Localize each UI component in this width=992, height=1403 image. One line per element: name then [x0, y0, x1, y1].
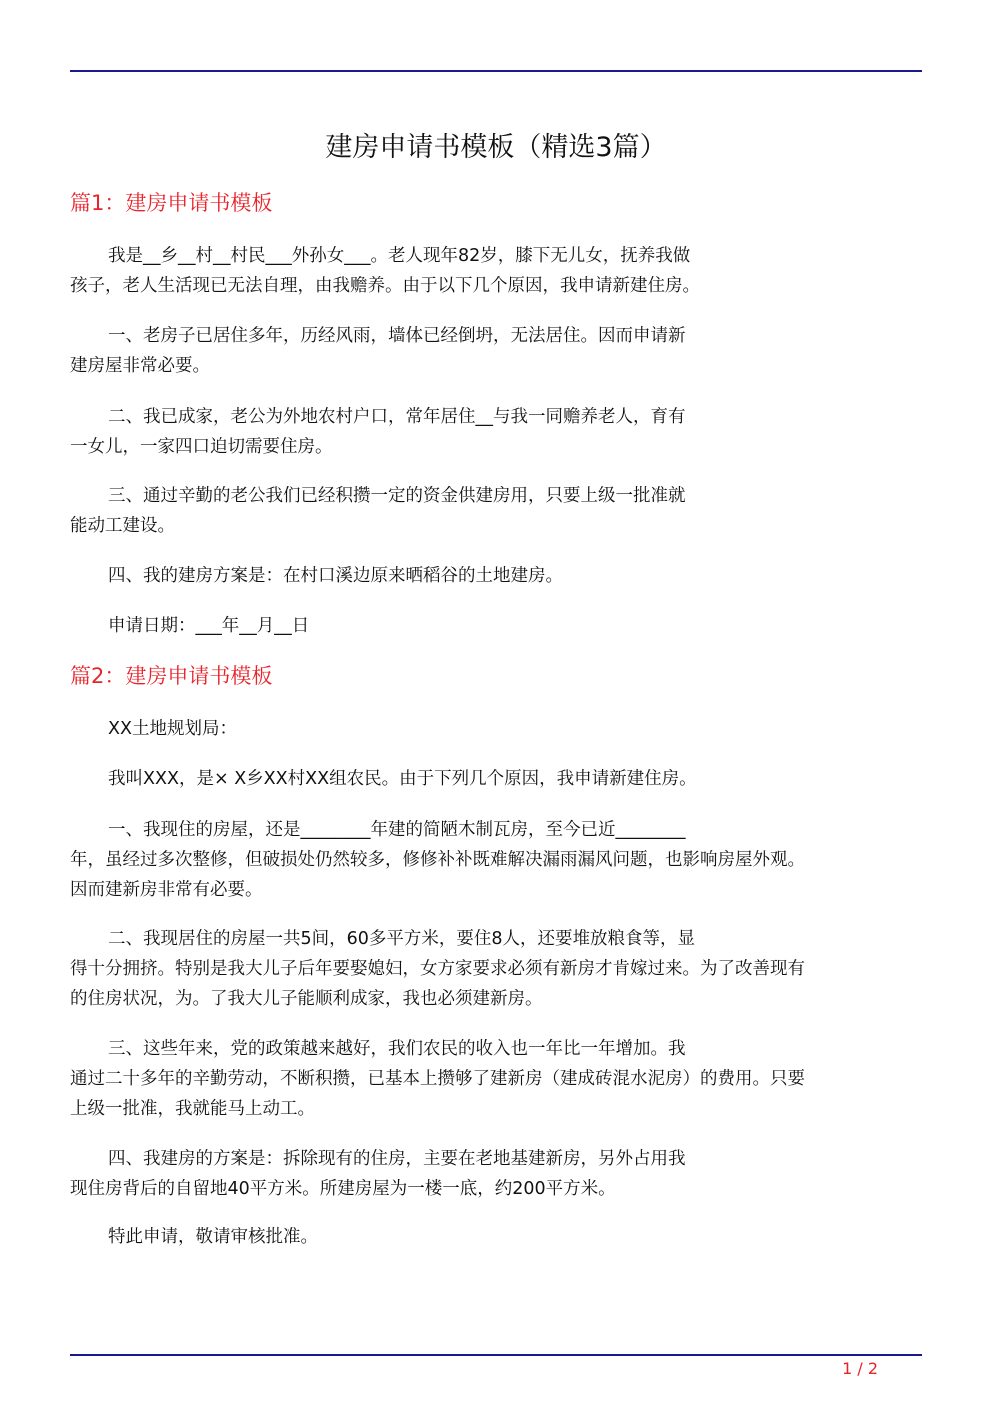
paragraph-line: 一女儿，一家四口迫切需要住房。 — [70, 437, 333, 457]
paragraph-line: 特此申请，敬请审核批准。 — [108, 1227, 318, 1247]
paragraph-line: 上级一批准，我就能马上动工。 — [70, 1099, 315, 1119]
section-2-paragraph-2 — [70, 815, 922, 905]
document-title: 建房申请书模板（精选3篇） — [325, 132, 667, 163]
section-1-heading: 篇1：建房申请书模板 — [70, 191, 273, 215]
footer-rule — [70, 1354, 922, 1356]
paragraph-line: 四、我的建房方案是：在村口溪边原来晒稻谷的土地建房。 — [108, 566, 563, 586]
section-2-salutation — [70, 714, 922, 744]
section-1-application-date — [70, 611, 922, 641]
section-2-paragraph-3 — [70, 924, 922, 1014]
paragraph-line: 得十分拥挤。特别是我大儿子后年要娶媳妇，女方家要求必须有新房才肯嫁过来。为了改善现有 — [70, 959, 805, 979]
section-1-paragraph-1 — [70, 241, 922, 301]
section-1-paragraph-3 — [70, 402, 922, 462]
paragraph-line: 申请日期：___年__月__日 — [108, 616, 310, 636]
section-1-paragraph-5 — [70, 561, 922, 591]
paragraph-line: 因而建新房非常有必要。 — [70, 880, 263, 900]
paragraph-line: 一、我现住的房屋，还是________年建的简陋木制瓦房，至今已近________ — [108, 820, 686, 840]
paragraph-line: 年，虽经过多次整修，但破损处仍然较多，修修补补既难解决漏雨漏风问题，也影响房屋外观。 — [70, 850, 805, 870]
section-1-paragraph-2 — [70, 321, 922, 381]
section-2-closing — [70, 1222, 922, 1252]
paragraph-line: 我是__乡__村__村民___外孙女___。老人现年82岁，膝下无儿女，抚养我做 — [108, 246, 691, 266]
paragraph-line: 我叫XXX，是× X乡XX村XX组农民。由于下列几个原因，我申请新建住房。 — [108, 769, 697, 789]
paragraph-line: 现住房背后的自留地40平方米。所建房屋为一楼一底，约200平方米。 — [70, 1179, 616, 1199]
paragraph-line: 通过二十多年的辛勤劳动，不断积攒，已基本上攒够了建新房（建成砖混水泥房）的费用。只要 — [70, 1069, 805, 1089]
paragraph-line: 二、我已成家，老公为外地农村户口，常年居住__与我一同赡养老人，育有 — [108, 407, 686, 427]
paragraph-line: 三、通过辛勤的老公我们已经积攒一定的资金供建房用，只要上级一批准就 — [108, 486, 686, 506]
header-rule — [70, 70, 922, 72]
page-number: 1 / 2 — [842, 1359, 878, 1378]
paragraph-line: 三、这些年来，党的政策越来越好，我们农民的收入也一年比一年增加。我 — [108, 1039, 686, 1059]
section-2-paragraph-4 — [70, 1034, 922, 1124]
paragraph-line: 一、老房子已居住多年，历经风雨，墙体已经倒坍，无法居住。因而申请新 — [108, 326, 686, 346]
paragraph-line: 建房屋非常必要。 — [70, 356, 210, 376]
paragraph-line: 二、我现居住的房屋一共5间，60多平方米，要住8人，还要堆放粮食等，显 — [108, 929, 696, 949]
paragraph-line: 孩子，老人生活现已无法自理，由我赡养。由于以下几个原因，我申请新建住房。 — [70, 276, 700, 296]
section-2-paragraph-5 — [70, 1144, 922, 1204]
paragraph-line: 能动工建设。 — [70, 516, 175, 536]
paragraph-line: XX土地规划局： — [108, 719, 237, 739]
paragraph-line: 四、我建房的方案是：拆除现有的住房，主要在老地基建新房，另外占用我 — [108, 1149, 686, 1169]
paragraph-line: 的住房状况，为。了我大儿子能顺利成家，我也必须建新房。 — [70, 989, 543, 1009]
section-2-paragraph-1 — [70, 764, 922, 794]
section-1-paragraph-4 — [70, 481, 922, 541]
section-2-heading: 篇2：建房申请书模板 — [70, 664, 273, 688]
